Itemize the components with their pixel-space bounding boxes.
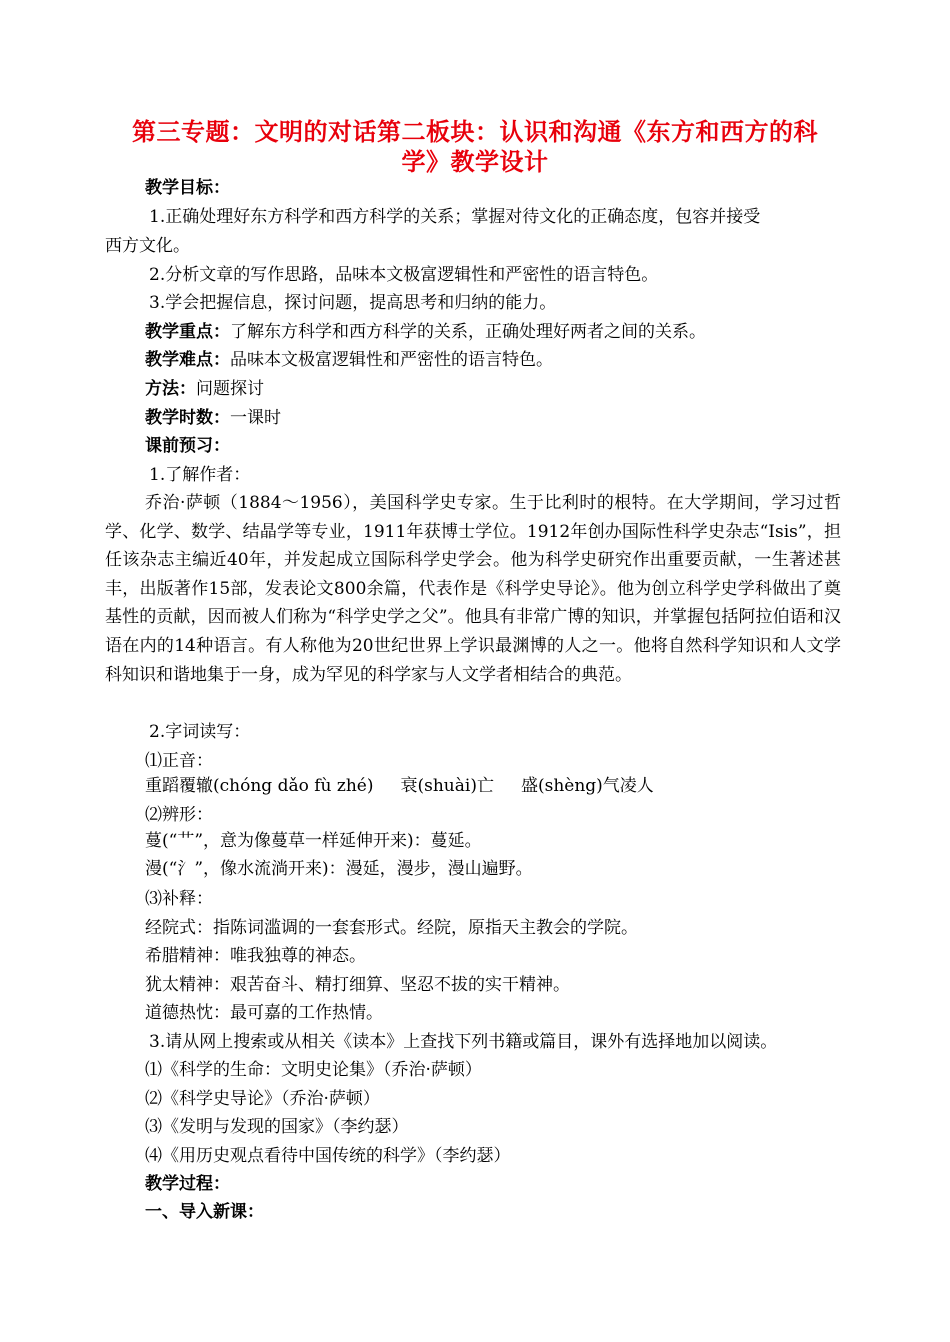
supplement-line-2: 希腊精神：唯我独尊的神态。 [145, 946, 366, 966]
pronunciation-heading: ⑴正音： [145, 751, 213, 771]
objective-2: 2.分析文章的写作思路，品味本文极富逻辑性和严密性的语言特色。 [149, 265, 659, 285]
teaching-key-point [145, 321, 706, 343]
method-label: 方法： [145, 379, 196, 399]
supplement-line-4: 道德热忱：最可嘉的工作热情。 [145, 1003, 383, 1023]
teaching-difficulty [145, 349, 553, 371]
key-label: 教学重点： [145, 322, 230, 342]
method-text: 问题探讨 [196, 379, 264, 399]
intro-heading: 一、导入新课： [145, 1202, 264, 1222]
title-line-2: 学》教学设计 [401, 147, 549, 176]
objectives-heading: 教学目标： [145, 178, 230, 198]
book-item-3: ⑶《发明与发现的国家》（李约瑟） [145, 1117, 409, 1137]
book-item-2: ⑵《科学史导论》（乔治·萨顿） [145, 1089, 380, 1109]
hours-label: 教学时数： [145, 408, 230, 428]
shape-heading: ⑵辨形： [145, 805, 213, 825]
shape-line-1: 蔓(“艹”，意为像蔓草一样延伸开来)：蔓延。 [145, 831, 482, 851]
book-item-1: ⑴《科学的生命：文明史论集》（乔治·萨顿） [145, 1060, 482, 1080]
objective-3: 3.学会把握信息，探讨问题，提高思考和归纳的能力。 [149, 293, 557, 313]
difficulty-label: 教学难点： [145, 350, 230, 370]
title-line-1: 第三专题：文明的对话第二板块：认识和沟通《东方和西方的科 [132, 117, 818, 146]
shape-line-2: 漫(“氵”，像水流淌开来)：漫延，漫步，漫山遍野。 [145, 859, 533, 879]
supplement-line-1: 经院式：指陈词滥调的一套套形式。经院，原指天主教会的学院。 [145, 918, 638, 938]
supplement-line-3: 犹太精神：艰苦奋斗、精打细算、坚忍不拔的实干精神。 [145, 975, 570, 995]
words-heading: 2.字词读写： [149, 722, 251, 742]
teaching-method [145, 378, 264, 400]
key-text: 了解东方科学和西方科学的关系，正确处理好两者之间的关系。 [230, 322, 706, 342]
supplement-heading: ⑶补释： [145, 889, 213, 909]
author-heading: 1.了解作者： [149, 465, 251, 485]
preview-heading: 课前预习： [145, 436, 230, 456]
teaching-hours [145, 407, 281, 429]
book-item-4: ⑷《用历史观点看待中国传统的科学》（李约瑟） [145, 1146, 511, 1166]
objective-1-line-b: 西方文化。 [105, 236, 190, 256]
difficulty-text: 品味本文极富逻辑性和严密性的语言特色。 [230, 350, 553, 370]
author-paragraph: 乔治·萨顿（1884～1956），美国科学史专家。生于比利时的根特。在大学期间，学习过哲学、化学、数学、结晶学等专业，1911年获博士学位。1912年创办国际性科学史杂志“Isis”，担任该杂志主编近40年，并发起成立国际科学史学会。他为科学史研究作出重要贡献，一生著述甚丰，出版著作15部，发表论文800余篇，代表作是《科学史导论》。他为创立科学史学科做出了奠基性的贡献，因而被人们称为“科学史学之父”。他具有非常广博的知识，并掌握包括阿拉伯语和汉语在内的14种语言。有人称他为20世纪世界上学识最渊博的人之一。他将自然科学知识和人文学科知识和谐地集于一身，成为罕见的科学家与人文学者相结合的典范。 [105, 493, 841, 685]
objective-1-line-a: 1.正确处理好东方科学和西方科学的关系；掌握对待文化的正确态度，包容并接受 [149, 207, 761, 227]
hours-text: 一课时 [230, 408, 281, 428]
pronunciation-line: 重蹈覆辙(chóng dǎo fù zhé) 衰(shuài)亡 盛(shèng)气凌人 [145, 776, 654, 796]
process-heading: 教学过程： [145, 1174, 230, 1194]
reading-heading: 3.请从网上搜索或从相关《读本》上查找下列书籍或篇目，课外有选择地加以阅读。 [149, 1032, 778, 1052]
document-title [100, 117, 850, 177]
